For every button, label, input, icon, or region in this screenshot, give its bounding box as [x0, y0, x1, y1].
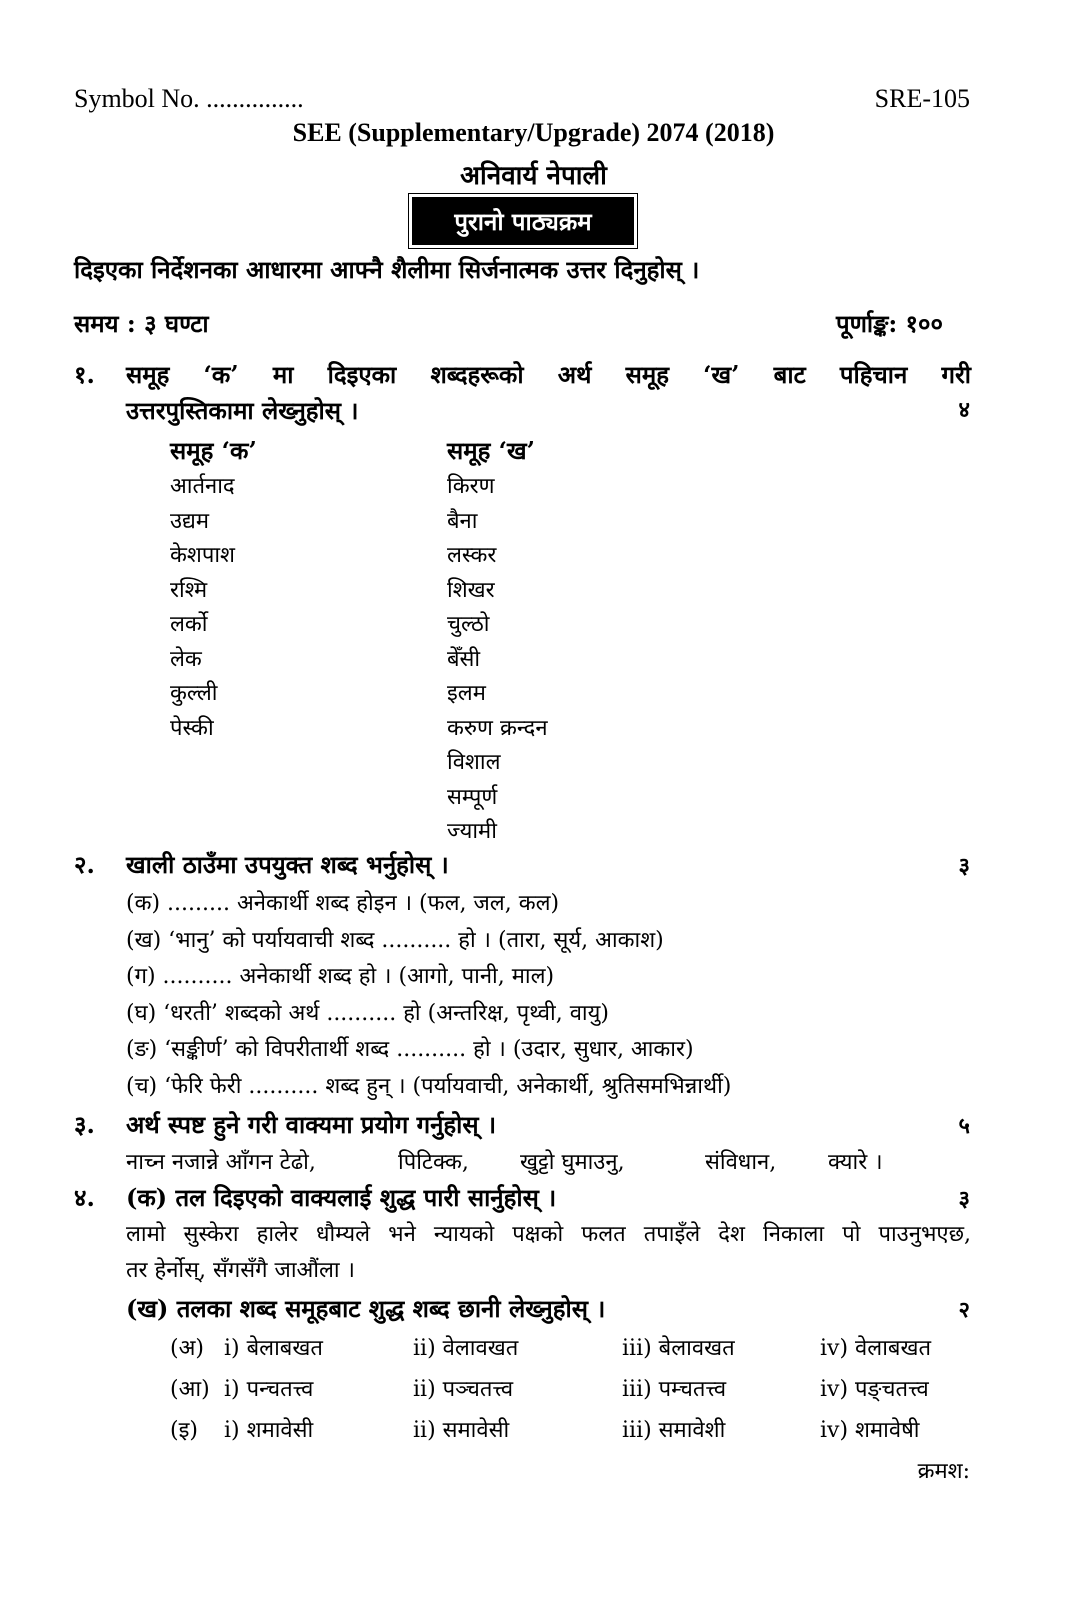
group-b-item: बेँसी: [447, 646, 481, 672]
q4b-option: ii) पञ्चतत्त्व: [413, 1377, 514, 1402]
q4b-option: i) शमावेसी: [224, 1418, 314, 1443]
q2-number: २.: [74, 850, 95, 879]
q4b-option: iv) पङ्चतत्त्व: [820, 1377, 929, 1402]
group-a-item: उद्यम: [170, 508, 210, 534]
q4b-option: iv) वेलाबखत: [820, 1336, 931, 1361]
q1-text-line1: समूह ‘क’ मा दिइएका शब्दहरूको अर्थ समूह ‘ख’ बाट पहिचान गरी: [126, 360, 971, 389]
q4b-option: i) पन्चतत्त्व: [224, 1377, 314, 1402]
exam-title: SEE (Supplementary/Upgrade) 2074 (2018): [292, 118, 775, 147]
group-b-item: सम्पूर्ण: [447, 784, 498, 810]
subject-title: अनिवार्य नेपाली: [460, 161, 607, 191]
q3-word-4: संविधान,: [705, 1150, 777, 1175]
group-b-title: समूह ‘ख’: [447, 436, 536, 465]
q2-item: (घ) ‘धरती’ शब्दको अर्थ .......... हो (अन्तरिक्ष, पृथ्वी, वायु): [126, 1000, 609, 1026]
q3-word-5: क्यारे ।: [828, 1150, 883, 1175]
q2-item: (क) ......... अनेकार्थी शब्द होइन । (फल, जल, कल): [126, 891, 560, 916]
q4a-sentence-line1: लामो सुस्केरा हालेर धौम्यले भने न्यायको पक्षको फलत तपाइँले देश निकाला पो पाउनुभएछ,: [126, 1222, 971, 1247]
full-marks: पूर्णाङ्क: १००: [835, 309, 943, 338]
q3-word-3: खुट्टो घुमाउनु,: [520, 1150, 625, 1175]
q1-marks: ४: [958, 397, 970, 423]
group-b-item: ज्यामी: [447, 819, 497, 844]
curriculum-banner: पुरानो पाठ्यक्रम: [412, 197, 634, 245]
group-a-item: आर्तनाद: [170, 474, 235, 499]
q2-item: (ग) .......... अनेकार्थी शब्द हो । (आगो, पानी, माल): [126, 964, 555, 989]
q4b-option: i) बेलाबखत: [224, 1336, 323, 1361]
group-b-item: चुल्ठो: [447, 612, 490, 637]
continued-label: क्रमश:: [917, 1459, 970, 1484]
q2-item: (च) ‘फेरि फेरी .......... शब्द हुन् । (पर्यायवाची, अनेकार्थी, श्रुतिसमभिन्नार्थी): [126, 1073, 732, 1099]
q2-text: खाली ठाउँमा उपयुक्त शब्द भर्नुहोस् ।: [126, 850, 449, 879]
q4b-marks: २: [958, 1297, 970, 1323]
q2-marks: ३: [958, 853, 970, 879]
q3-marks: ५: [958, 1113, 970, 1139]
group-a-item: केशपाश: [170, 543, 236, 568]
q4b-text: (ख) तलका शब्द समूहबाट शुद्ध शब्द छानी लेख्नुहोस् ।: [126, 1294, 606, 1323]
group-a-item: लर्को: [170, 612, 208, 637]
group-b-item: इलम: [447, 681, 486, 706]
symbol-number: Symbol No. ...............: [74, 84, 304, 113]
exam-time: समय : ३ घण्टा: [74, 309, 209, 338]
q4a-marks: ३: [958, 1186, 970, 1212]
q4b-row-label: (अ): [170, 1336, 204, 1361]
group-b-item: करुण क्रन्दन: [447, 715, 548, 741]
group-b-item: लस्कर: [447, 543, 497, 568]
q2-item: (ङ) ‘सङ्कीर्ण’ को विपरीतार्थी शब्द .......... हो । (उदार, सुधार, आकार): [126, 1037, 694, 1062]
q4a-text: (क) तल दिइएको वाक्यलाई शुद्ध पारी सार्नुहोस् ।: [126, 1183, 557, 1212]
q1-number: १.: [74, 360, 95, 389]
q3-word-2: पिटिक्क,: [398, 1150, 469, 1175]
general-instruction: दिइएका निर्देशनका आधारमा आफ्नै शैलीमा सिर्जनात्मक उत्तर दिनुहोस् ।: [74, 255, 700, 284]
group-b-item: बैना: [447, 508, 478, 534]
group-a-item: लेक: [170, 646, 202, 672]
q3-number: ३.: [74, 1110, 95, 1139]
q1-text-line2: उत्तरपुस्तिकामा लेख्नुहोस् ।: [126, 396, 359, 425]
group-a-item: कुल्ली: [170, 681, 218, 706]
q3-text: अर्थ स्पष्ट हुने गरी वाक्यमा प्रयोग गर्नुहोस् ।: [126, 1110, 497, 1139]
q4b-option: iii) समावेशी: [622, 1418, 726, 1443]
q4b-option: iii) पम्चतत्त्व: [622, 1377, 727, 1402]
q4b-option: iii) बेलावखत: [622, 1336, 735, 1361]
q4b-row-label: (आ): [170, 1377, 210, 1402]
q4b-row-label: (इ): [170, 1418, 198, 1443]
q4b-option: ii) समावेसी: [413, 1418, 510, 1443]
q2-item: (ख) ‘भानु’ को पर्यायवाची शब्द .......... हो । (तारा, सूर्य, आकाश): [126, 927, 664, 953]
group-b-item: शिखर: [447, 577, 495, 603]
group-a-item: पेस्की: [170, 715, 214, 741]
group-b-item: विशाल: [447, 750, 501, 775]
group-a-title: समूह ‘क’: [170, 436, 257, 465]
q4b-option: iv) शमावेषी: [820, 1418, 920, 1443]
q4a-sentence-line2: तर हेर्नोस्, सँगसँगै जाऔंला ।: [126, 1258, 355, 1283]
q4b-option: ii) वेलावखत: [413, 1336, 519, 1361]
q4-number: ४.: [74, 1183, 95, 1212]
group-b-item: किरण: [447, 474, 495, 499]
paper-code: SRE-105: [874, 84, 970, 113]
q3-word-1: नाच्न नजान्ने आँगन टेढो,: [126, 1150, 316, 1175]
group-a-item: रश्मि: [170, 577, 208, 603]
